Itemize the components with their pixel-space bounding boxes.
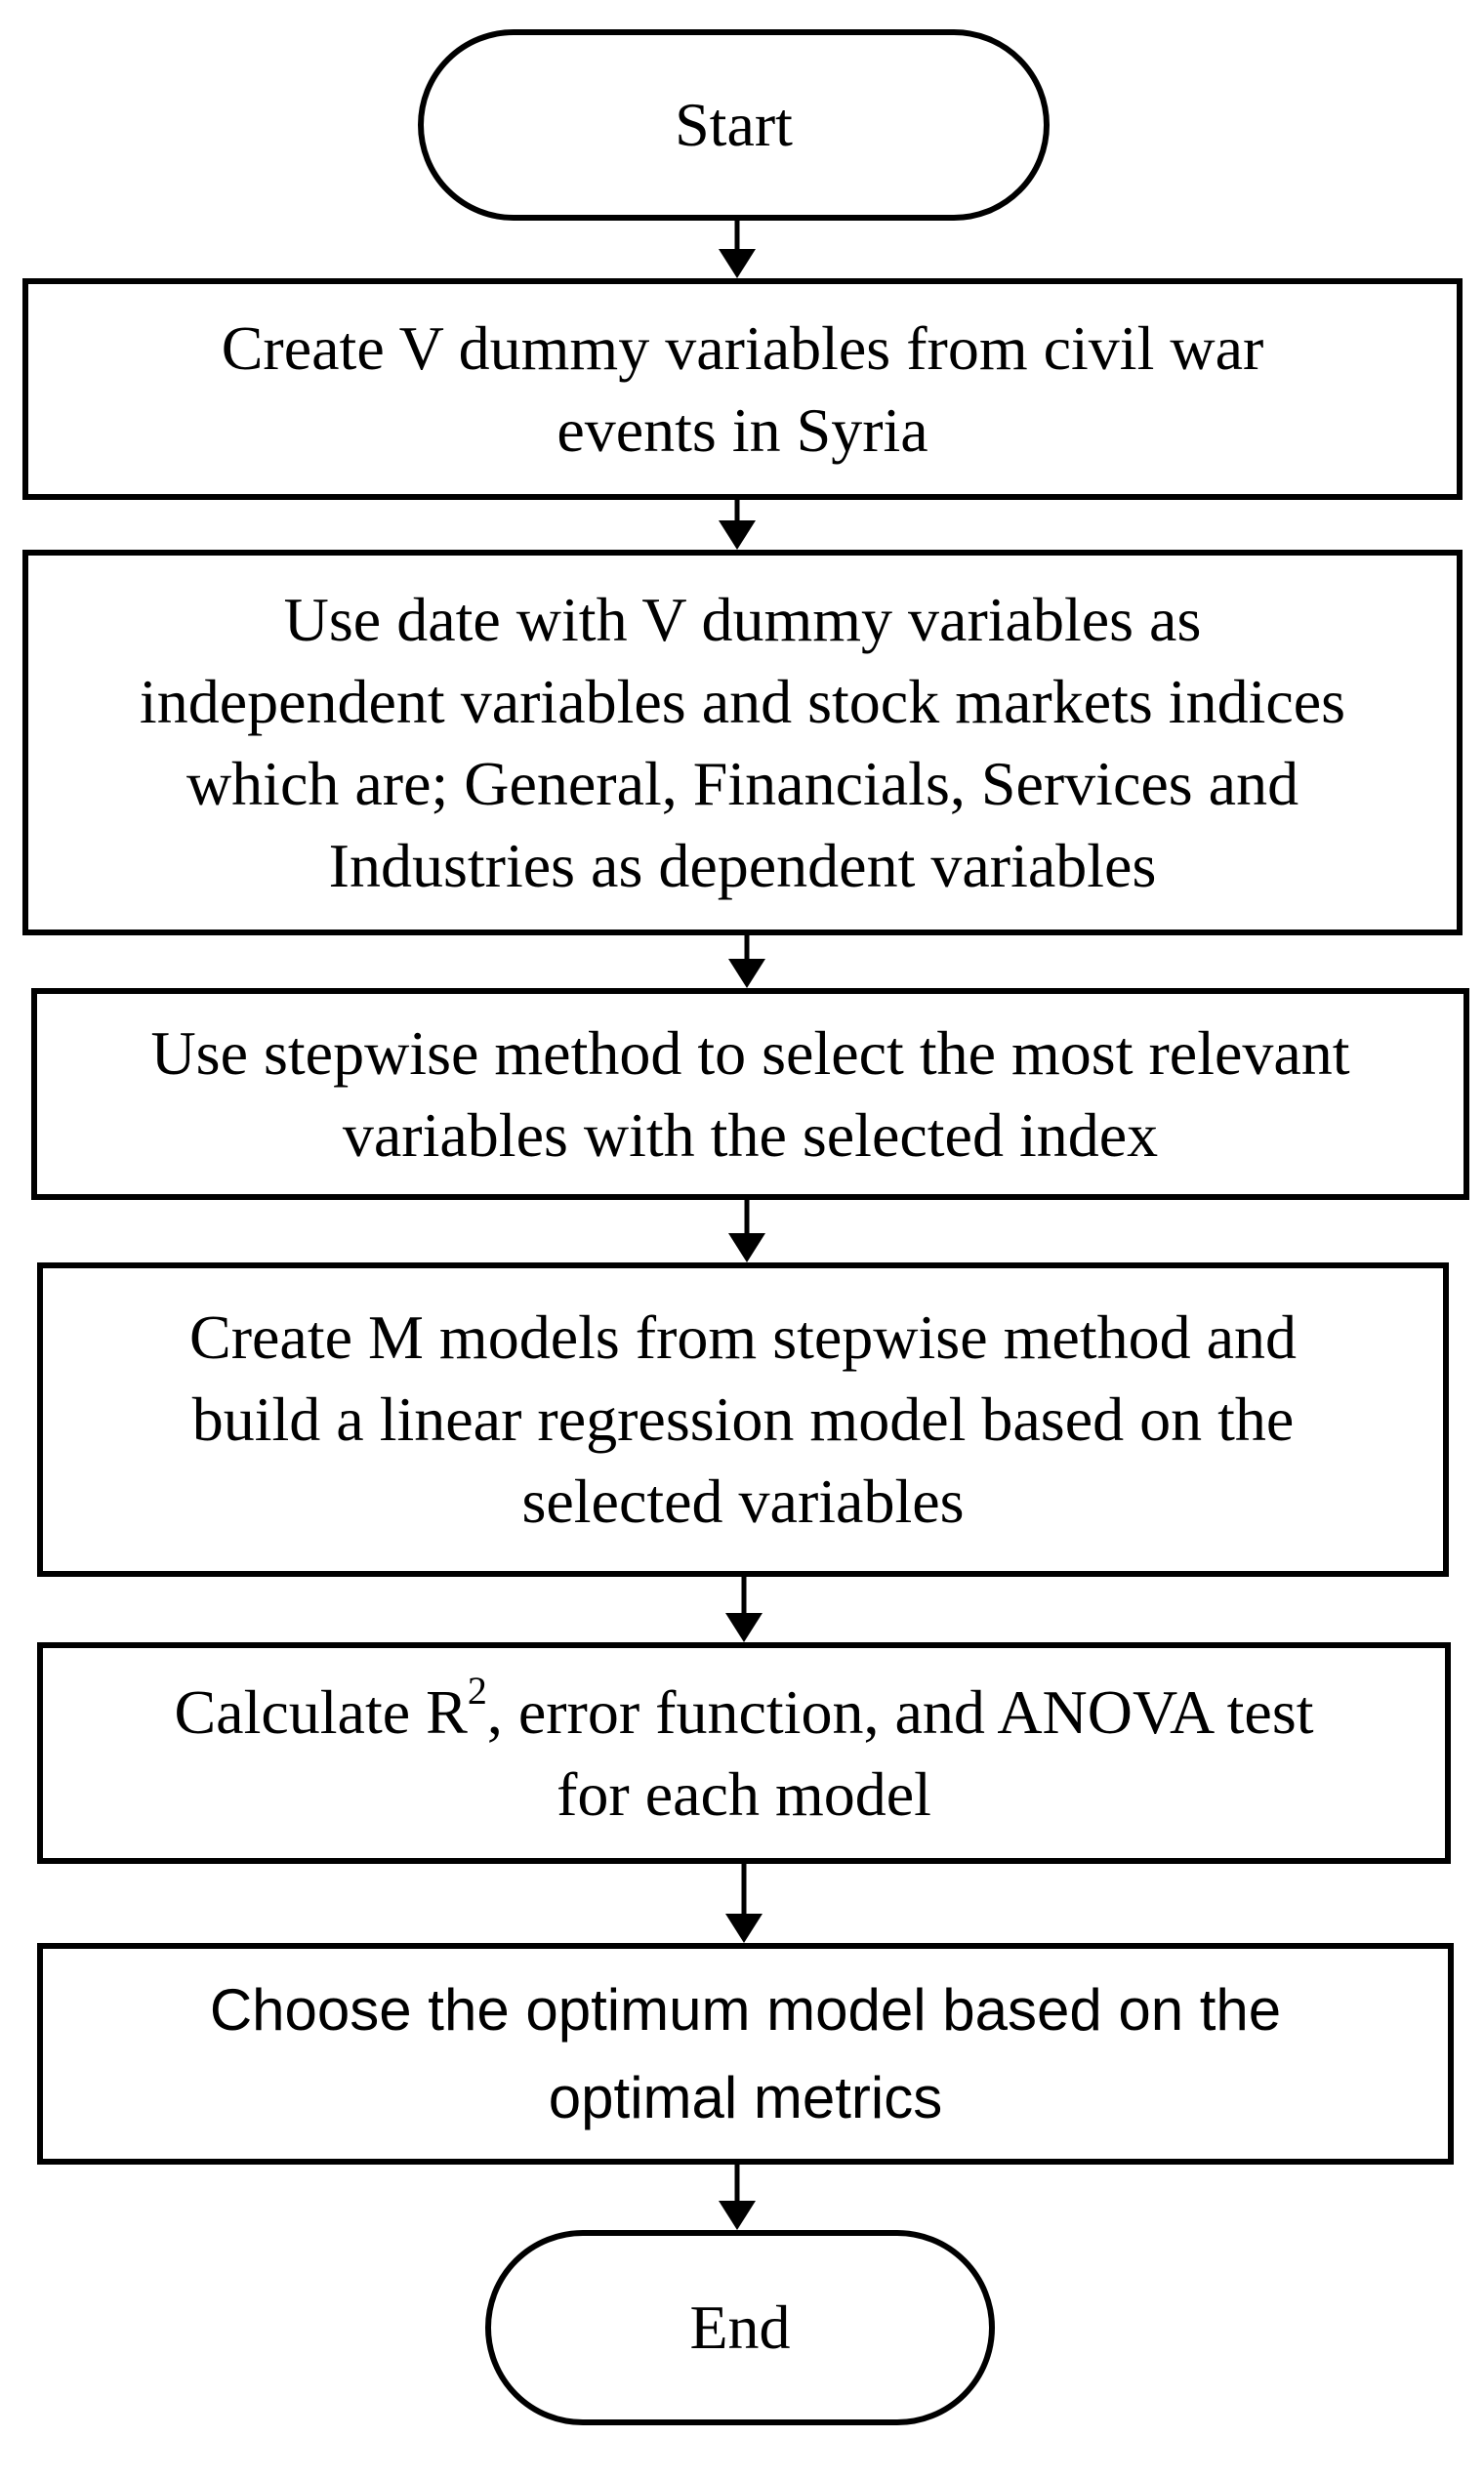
step-create-models [37,1262,1449,1577]
arrowhead-step4-to-step5 [725,1613,763,1642]
arrowhead-step2-to-step3 [728,959,765,988]
step-1-line-1: Create V dummy variables from civil war [221,312,1264,383]
start-label: Start [675,90,793,159]
step-5-line-1 [174,1668,1314,1747]
end-terminal [485,2230,995,2425]
step-6-text [190,1966,1300,2142]
step-6-line-2: optimal metrics [548,2064,943,2130]
step-6-line-1: Choose the optimum model based on the [209,1976,1282,2043]
step-4-line-2: build a linear regression model based on the [191,1384,1295,1454]
step-5-text [154,1668,1333,1836]
step-1-text [202,308,1284,472]
step-4-line-3: selected variables [521,1467,965,1536]
step-4-line-1: Create M models from stepwise method and [189,1302,1297,1372]
step-2-line-1: Use date with V dummy variables as [283,584,1202,654]
step-3-line-1: Use stepwise method to select the most relevant [150,1017,1350,1088]
start-terminal [418,29,1050,221]
arrowhead-step6-to-end [719,2201,756,2230]
step-4-text [170,1297,1316,1543]
arrowhead-step3-to-step4 [728,1233,765,1262]
step-3-line-2: variables with the selected index [342,1099,1159,1170]
arrowhead-step1-to-step2 [719,520,756,550]
step-choose-optimum-model [37,1943,1454,2165]
step-stepwise-selection [31,988,1469,1200]
step-1-line-2: events in Syria [556,394,928,465]
arrowhead-start-to-step1 [719,249,756,278]
end-label: End [689,2293,791,2362]
step-2-line-2: independent variables and stock markets indices [139,666,1346,736]
step-2-line-3: which are; General, Financials, Services and [186,748,1299,818]
step-2-text [120,579,1365,907]
step-5-line-2: for each model [556,1758,931,1829]
step-5-line-1-start: Calculate R [174,1676,468,1747]
r-squared-superscript: 2 [467,1668,487,1713]
step-define-variables [22,550,1463,935]
step-3-text [131,1012,1369,1177]
step-5-line-1-end: , error function, and ANOVA test [486,1676,1314,1747]
step-2-line-4: Industries as dependent variables [328,830,1157,900]
step-calculate-metrics [37,1642,1451,1864]
arrowhead-step5-to-step6 [725,1914,763,1943]
step-create-dummy-variables [22,278,1463,500]
